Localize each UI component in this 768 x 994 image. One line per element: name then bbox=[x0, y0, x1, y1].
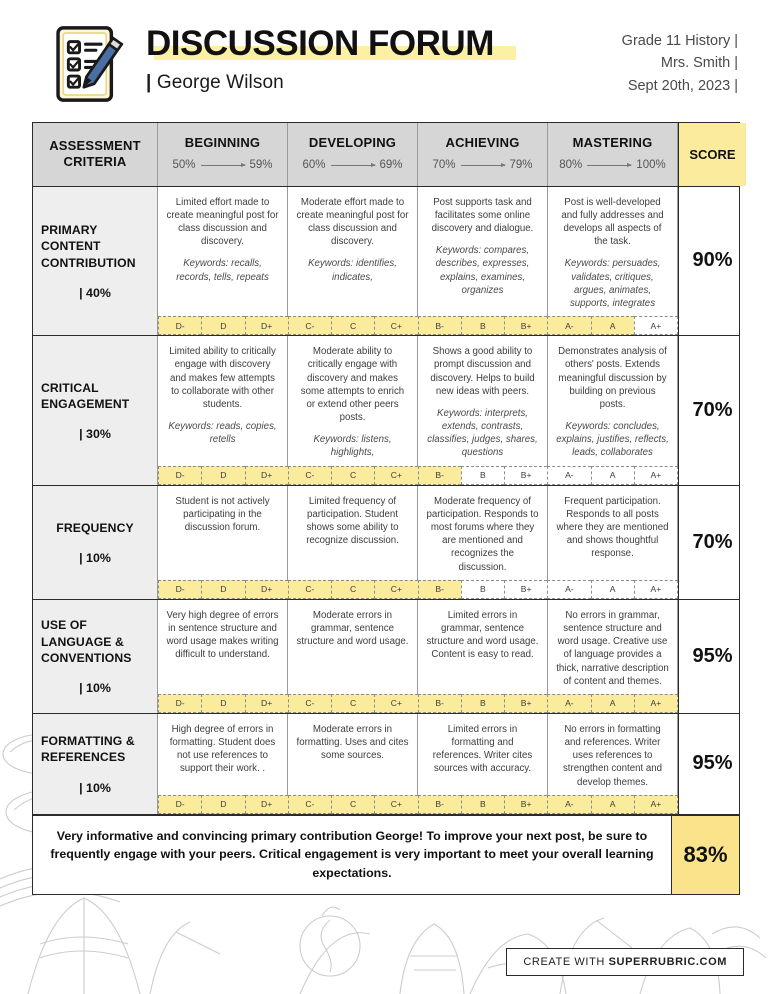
grade-mark[interactable]: A- bbox=[547, 694, 590, 713]
grade-mark[interactable]: B bbox=[461, 580, 504, 599]
range-high: 69% bbox=[379, 159, 403, 172]
criterion-name: CRITICAL ENGAGEMENT bbox=[41, 380, 130, 411]
level-descriptions bbox=[158, 600, 678, 694]
comment-row bbox=[33, 815, 739, 894]
level-description-text: Limited frequency of participation. Student shows some ability to recognize discussion. bbox=[306, 495, 399, 547]
meta-teacher: Mrs. Smith | bbox=[660, 55, 738, 72]
range-arrow-icon bbox=[587, 165, 631, 166]
level-cell[interactable] bbox=[158, 714, 288, 795]
level-description bbox=[288, 486, 417, 580]
criterion-name: PRIMARY CONTENT CONTRIBUTION bbox=[41, 222, 136, 270]
grade-mark[interactable]: C bbox=[331, 316, 374, 335]
grade-mark[interactable]: C+ bbox=[374, 580, 417, 599]
grade-mark[interactable]: C bbox=[331, 466, 374, 485]
level-keywords: Keywords: recalls, records, tells, repeats bbox=[176, 258, 269, 283]
criterion-name: FORMATTING & REFERENCES bbox=[41, 734, 135, 765]
grade-scale-strip bbox=[158, 795, 678, 814]
level-description-text: Moderate effort made to create meaningful post for class discussion and discovery. bbox=[296, 196, 409, 248]
level-cell[interactable] bbox=[288, 714, 418, 795]
teacher-comment: Very informative and convincing primary contribution George! To improve your next post, be sure to frequently engage with your peers. Critical engagement is very important to meet your overall learning expectations. bbox=[50, 828, 654, 881]
table-row bbox=[33, 486, 739, 600]
header-level-developing bbox=[288, 123, 418, 186]
grade-mark[interactable]: D bbox=[201, 795, 244, 814]
level-descriptions bbox=[158, 714, 678, 795]
grade-mark[interactable]: A bbox=[591, 694, 634, 713]
grade-mark[interactable]: A- bbox=[547, 580, 590, 599]
levels-cell-group bbox=[158, 714, 678, 814]
level-description-text: No errors in formatting and references. Writer uses references to strengthen content and develop themes. bbox=[562, 723, 663, 788]
grade-mark[interactable]: B+ bbox=[504, 466, 547, 485]
criterion-cell bbox=[33, 600, 158, 713]
level-description-text: Shows a good ability to prompt discussion and discovery. Helps to build new ideas with peers. bbox=[430, 346, 535, 397]
grade-mark[interactable]: D bbox=[201, 466, 244, 485]
level-description bbox=[418, 714, 547, 795]
level-description bbox=[418, 486, 547, 580]
level-cell[interactable] bbox=[288, 187, 418, 317]
level-description bbox=[158, 187, 287, 317]
level-cell[interactable] bbox=[418, 336, 548, 466]
levels-cell-group bbox=[158, 600, 678, 713]
table-row bbox=[33, 714, 739, 815]
level-description bbox=[288, 336, 417, 466]
level-description bbox=[418, 600, 547, 694]
title-block bbox=[146, 18, 622, 94]
grade-mark[interactable]: D+ bbox=[245, 580, 288, 599]
grade-mark[interactable]: C+ bbox=[374, 316, 417, 335]
grade-mark[interactable]: C+ bbox=[374, 795, 417, 814]
level-descriptions bbox=[158, 336, 678, 466]
grade-mark[interactable]: B+ bbox=[504, 694, 547, 713]
criterion-weight: | 30% bbox=[79, 427, 111, 442]
level-description-text: High degree of errors in formatting. Student does not use references to support their work. . bbox=[169, 723, 276, 775]
criterion-cell bbox=[33, 187, 158, 336]
level-cell[interactable] bbox=[548, 336, 678, 466]
range-arrow-icon bbox=[331, 165, 375, 166]
grade-mark[interactable]: C bbox=[331, 580, 374, 599]
row-score: 95% bbox=[678, 600, 746, 713]
level-range bbox=[302, 158, 402, 173]
header-criteria-label: ASSESSMENT CRITERIA bbox=[49, 138, 141, 170]
level-description-text: Limited errors in formatting and references. Writer cites sources with accuracy. bbox=[432, 723, 533, 775]
row-score: 95% bbox=[678, 714, 746, 814]
level-description-text: Limited errors in grammar, sentence structure and word usage. Content is easy to read. bbox=[426, 609, 539, 661]
level-keywords: Keywords: interprets, extends, contrasts, classifies, judges, shares, questions bbox=[427, 407, 538, 459]
grade-mark[interactable]: C+ bbox=[374, 466, 417, 485]
document-header bbox=[0, 0, 768, 116]
grade-mark[interactable]: A- bbox=[547, 466, 590, 485]
levels-cell-group bbox=[158, 187, 678, 336]
level-cell[interactable] bbox=[548, 187, 678, 317]
grade-mark[interactable]: B- bbox=[418, 580, 461, 599]
level-description bbox=[548, 714, 677, 795]
level-description bbox=[288, 600, 417, 694]
levels-cell-group bbox=[158, 486, 678, 599]
page-title bbox=[146, 26, 494, 61]
level-cell[interactable] bbox=[158, 486, 288, 580]
grade-scale-strip bbox=[158, 694, 678, 713]
grade-mark[interactable]: A+ bbox=[634, 316, 678, 335]
table-row bbox=[33, 600, 739, 714]
grade-mark[interactable]: A bbox=[591, 316, 634, 335]
range-high: 79% bbox=[509, 159, 533, 172]
level-range bbox=[432, 158, 532, 173]
level-description-text: Moderate errors in formatting. Uses and cites some sources. bbox=[296, 723, 409, 762]
criterion-weight: | 40% bbox=[79, 285, 111, 300]
level-description-text: Very high degree of errors in sentence structure and word usage makes writing difficult to understand. bbox=[166, 609, 279, 661]
criteria-rows-host bbox=[33, 187, 739, 815]
grade-mark[interactable]: B+ bbox=[504, 795, 547, 814]
levels-cell-group bbox=[158, 336, 678, 485]
grade-mark[interactable]: C- bbox=[288, 316, 331, 335]
header-level-beginning bbox=[158, 123, 288, 186]
clipboard-checklist-pencil-icon bbox=[46, 20, 132, 108]
grade-mark[interactable]: B- bbox=[418, 466, 461, 485]
level-cell[interactable] bbox=[418, 600, 548, 694]
level-description-text: Moderate ability to critically engage with discovery and makes some attempts to enrich or extend other peers posts. bbox=[300, 346, 405, 424]
row-score: 90% bbox=[678, 187, 746, 336]
level-description bbox=[288, 187, 417, 317]
level-cell[interactable] bbox=[418, 486, 548, 580]
level-description-text: Student is not actively participating in the discussion forum. bbox=[175, 495, 270, 534]
grade-mark[interactable]: A bbox=[591, 466, 634, 485]
level-range bbox=[172, 158, 272, 173]
grade-mark[interactable]: B+ bbox=[504, 580, 547, 599]
grade-mark[interactable]: A bbox=[591, 795, 634, 814]
criterion-name: FREQUENCY bbox=[56, 520, 134, 535]
meta-date: Sept 20th, 2023 | bbox=[627, 77, 738, 94]
range-low: 70% bbox=[432, 159, 456, 172]
level-description bbox=[158, 336, 287, 466]
footer-brand: SUPERRUBRIC.COM bbox=[608, 956, 727, 968]
grade-mark[interactable]: A+ bbox=[634, 466, 678, 485]
total-score: 83% bbox=[671, 816, 739, 894]
criterion-weight: | 10% bbox=[79, 550, 111, 565]
level-cell[interactable] bbox=[548, 600, 678, 694]
rubric-table bbox=[32, 122, 740, 895]
student-name-line bbox=[146, 72, 622, 94]
footer-branding[interactable] bbox=[506, 948, 744, 976]
grade-mark[interactable]: D+ bbox=[245, 466, 288, 485]
header-assessment-criteria bbox=[33, 123, 158, 186]
level-description-text: Post is well-developed and fully addresses and develops all aspects of the task. bbox=[561, 196, 664, 248]
level-label: BEGINNING bbox=[184, 135, 261, 150]
footer-prefix: CREATE WITH bbox=[523, 956, 609, 968]
level-cell[interactable] bbox=[158, 336, 288, 466]
level-description bbox=[548, 336, 677, 466]
level-description-text: No errors in grammar, sentence structure and word usage. Creative use of language provides a thick, narrative description of content and themes. bbox=[556, 609, 669, 687]
level-description-text: Frequent participation. Responds to all posts where they are mentioned and shows thoughtful response. bbox=[556, 495, 669, 560]
level-cell[interactable] bbox=[548, 714, 678, 795]
level-description-text: Moderate errors in grammar, sentence structure and word usage. bbox=[296, 609, 409, 648]
grade-mark[interactable]: D- bbox=[158, 466, 201, 485]
grade-mark[interactable]: A- bbox=[547, 795, 590, 814]
level-keywords: Keywords: identifies, indicates, bbox=[308, 258, 397, 283]
level-description-text: Limited effort made to create meaningful post for class discussion and discovery. bbox=[166, 196, 279, 248]
grade-mark[interactable]: D- bbox=[158, 580, 201, 599]
level-descriptions bbox=[158, 486, 678, 580]
grade-mark[interactable]: C bbox=[331, 694, 374, 713]
level-description bbox=[288, 714, 417, 795]
level-description bbox=[158, 486, 287, 580]
level-cell[interactable] bbox=[548, 486, 678, 580]
criterion-weight: | 10% bbox=[79, 780, 111, 795]
grade-mark[interactable]: C- bbox=[288, 580, 331, 599]
grade-mark[interactable]: B bbox=[461, 694, 504, 713]
range-high: 59% bbox=[249, 159, 273, 172]
document-meta bbox=[622, 18, 744, 97]
grade-mark[interactable]: D bbox=[201, 694, 244, 713]
level-cell[interactable] bbox=[418, 714, 548, 795]
grade-mark[interactable]: A+ bbox=[634, 694, 678, 713]
level-description bbox=[418, 187, 547, 317]
grade-mark[interactable]: B+ bbox=[504, 316, 547, 335]
grade-mark[interactable]: C bbox=[331, 795, 374, 814]
grade-mark[interactable]: B- bbox=[418, 795, 461, 814]
grade-mark[interactable]: C- bbox=[288, 694, 331, 713]
grade-mark[interactable]: C- bbox=[288, 795, 331, 814]
level-cell[interactable] bbox=[288, 486, 418, 580]
range-arrow-icon bbox=[461, 165, 505, 166]
level-keywords: Keywords: compares, describes, expresses, explains, examines, organizes bbox=[435, 245, 530, 296]
grade-mark[interactable]: C+ bbox=[374, 694, 417, 713]
range-arrow-icon bbox=[201, 165, 245, 166]
header-score-label: SCORE bbox=[689, 146, 736, 162]
grade-mark[interactable]: C- bbox=[288, 466, 331, 485]
criterion-weight: | 10% bbox=[79, 681, 111, 696]
range-low: 80% bbox=[559, 159, 583, 172]
level-description bbox=[158, 600, 287, 694]
criterion-cell bbox=[33, 714, 158, 814]
level-description bbox=[418, 336, 547, 466]
header-level-achieving bbox=[418, 123, 548, 186]
grade-mark[interactable]: D+ bbox=[245, 694, 288, 713]
grade-mark[interactable]: B bbox=[461, 316, 504, 335]
grade-mark[interactable]: D- bbox=[158, 316, 201, 335]
table-header-row bbox=[33, 123, 739, 187]
level-cell[interactable] bbox=[158, 187, 288, 317]
level-keywords: Keywords: reads, copies, retells bbox=[168, 421, 277, 446]
range-low: 50% bbox=[172, 159, 196, 172]
criterion-cell bbox=[33, 486, 158, 599]
grade-mark[interactable]: A bbox=[591, 580, 634, 599]
level-cell[interactable] bbox=[158, 600, 288, 694]
level-description bbox=[548, 187, 677, 317]
grade-mark[interactable]: A- bbox=[547, 316, 590, 335]
level-cell[interactable] bbox=[418, 187, 548, 317]
level-keywords: Keywords: persuades, validates, critiques, argues, animates, supports, integrates bbox=[564, 258, 661, 309]
grade-mark[interactable]: D+ bbox=[245, 795, 288, 814]
criterion-name: USE OF LANGUAGE & CONVENTIONS bbox=[41, 618, 132, 666]
grade-mark[interactable]: D bbox=[201, 316, 244, 335]
grade-mark[interactable]: B bbox=[461, 466, 504, 485]
level-description-text: Demonstrates analysis of others' posts. Extends meaningful discussion by building on previous posts. bbox=[558, 346, 667, 410]
level-description-text: Post supports task and facilitates some online discovery and dialogue. bbox=[431, 196, 534, 235]
table-row bbox=[33, 187, 739, 337]
criterion-cell bbox=[33, 336, 158, 485]
row-score: 70% bbox=[678, 336, 746, 485]
level-cell[interactable] bbox=[288, 600, 418, 694]
grade-mark[interactable]: D bbox=[201, 580, 244, 599]
header-level-mastering bbox=[548, 123, 678, 186]
grade-mark[interactable]: A+ bbox=[634, 795, 678, 814]
header-score bbox=[678, 123, 746, 186]
level-keywords: Keywords: concludes, explains, justifies, reflects, leads, collaborates bbox=[556, 421, 669, 459]
level-description bbox=[548, 486, 677, 580]
grade-mark[interactable]: D- bbox=[158, 795, 201, 814]
page-title-text: DISCUSSION FORUM bbox=[146, 24, 494, 63]
row-score: 70% bbox=[678, 486, 746, 599]
grade-scale-strip bbox=[158, 580, 678, 599]
name-bar: | bbox=[146, 72, 152, 93]
grade-scale-strip bbox=[158, 466, 678, 485]
range-low: 60% bbox=[302, 159, 326, 172]
grade-mark[interactable]: B bbox=[461, 795, 504, 814]
level-description-text: Moderate frequency of participation. Responds to most forums where they are mentioned and recognizes the discussion. bbox=[426, 495, 539, 573]
table-row bbox=[33, 336, 739, 486]
level-label: ACHIEVING bbox=[445, 135, 520, 150]
grade-scale-strip bbox=[158, 316, 678, 335]
level-description bbox=[548, 600, 677, 694]
grade-mark[interactable]: D- bbox=[158, 694, 201, 713]
grade-mark[interactable]: B- bbox=[418, 316, 461, 335]
grade-mark[interactable]: B- bbox=[418, 694, 461, 713]
meta-grade-subject: Grade 11 History | bbox=[621, 33, 738, 49]
level-descriptions bbox=[158, 187, 678, 317]
level-keywords: Keywords: listens, highlights, bbox=[313, 434, 392, 459]
level-cell[interactable] bbox=[288, 336, 418, 466]
level-range bbox=[559, 158, 665, 173]
level-description bbox=[158, 714, 287, 795]
level-label: DEVELOPING bbox=[308, 135, 397, 150]
level-label: MASTERING bbox=[572, 135, 653, 150]
range-high: 100% bbox=[636, 159, 666, 172]
level-description-text: Limited ability to critically engage with discovery and makes few attempts to collaborate with other students. bbox=[169, 346, 276, 410]
grade-mark[interactable]: A+ bbox=[634, 580, 678, 599]
grade-mark[interactable]: D+ bbox=[245, 316, 288, 335]
student-name: George Wilson bbox=[156, 72, 284, 93]
